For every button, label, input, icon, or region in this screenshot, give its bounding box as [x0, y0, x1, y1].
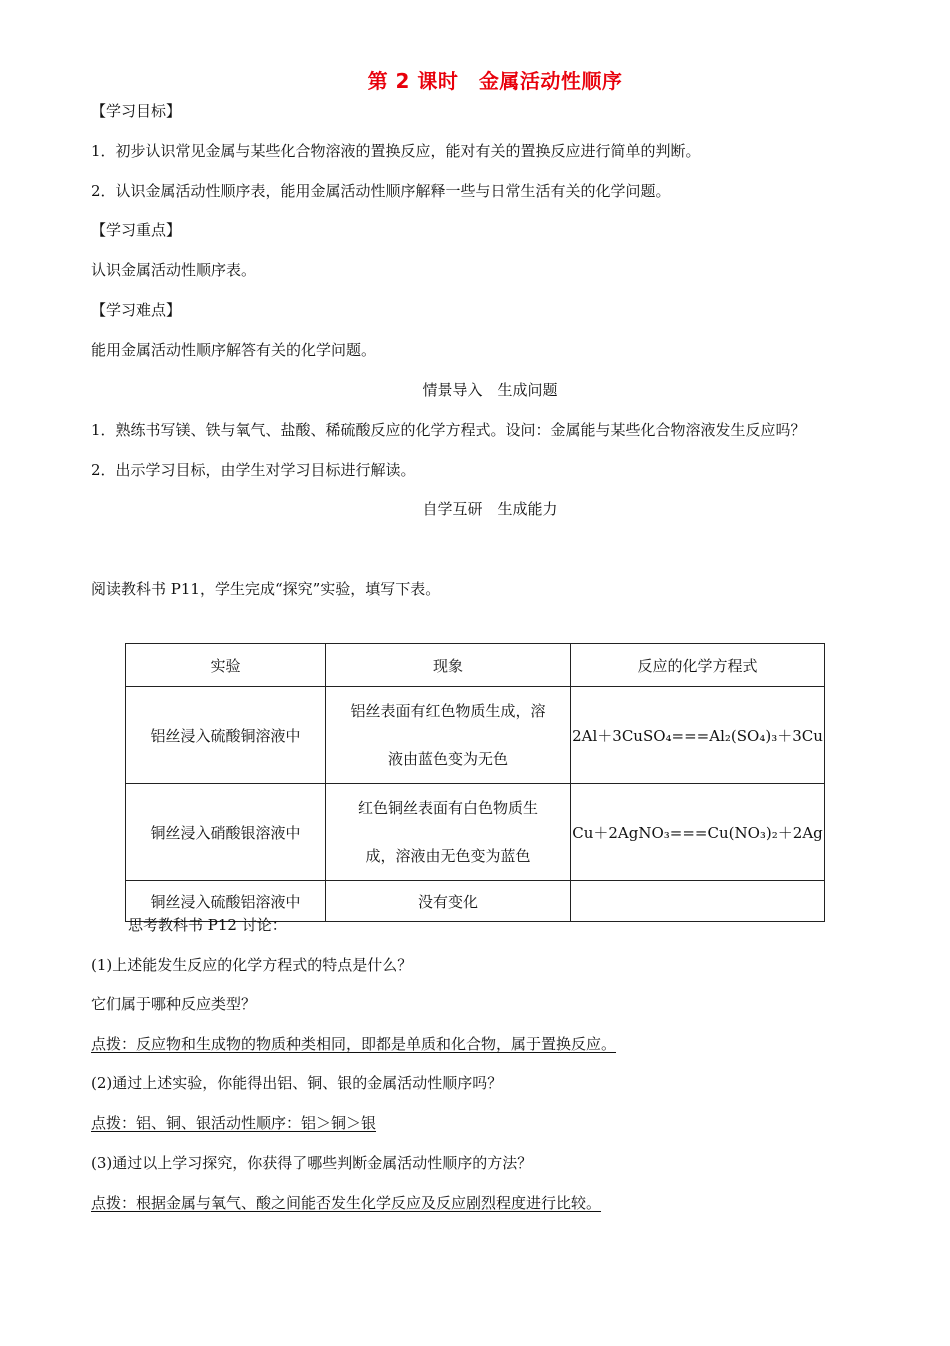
- section-heading-intro: 情景导入 生成问题: [422, 381, 558, 399]
- experiment-cell: 铜丝浸入硝酸银溶液中: [126, 784, 326, 881]
- question-1-line-1: (1)上述能发生反应的化学方程式的特点是什么？: [91, 956, 413, 974]
- goal-item-2: 2．认识金属活动性顺序表，能用金属活动性顺序解释一些与日常生活有关的化学问题。: [91, 182, 671, 200]
- key-point-text: 认识金属活动性顺序表。: [91, 261, 257, 279]
- equation-cell: 2Al＋3CuSO₄===Al₂(SO₄)₃＋3Cu: [571, 687, 825, 784]
- phenomenon-cell: [326, 687, 571, 784]
- experiment-table: [125, 643, 825, 922]
- phenomenon-line: 液由蓝色变为无色: [387, 750, 508, 768]
- difficulty-text: 能用金属活动性顺序解答有关的化学问题。: [91, 341, 377, 359]
- intro-item-1: 1．熟练书写镁、铁与氧气、盐酸、稀硫酸反应的化学方程式。设问：金属能与某些化合物溶液发生反应吗？: [91, 421, 806, 439]
- phenomenon-line: 铝丝表面有红色物质生成，溶: [350, 702, 546, 720]
- intro-item-2: 2．出示学习目标，由学生对学习目标进行解读。: [91, 461, 416, 479]
- equation-cell: [571, 881, 825, 922]
- key-point-heading: 【学习重点】: [91, 221, 182, 239]
- question-2: (2)通过上述实验，你能得出铝、铜、银的金属活动性顺序吗？: [91, 1074, 503, 1092]
- phenomenon-cell: [326, 784, 571, 881]
- experiment-cell: 铜丝浸入硫酸铝溶液中: [126, 881, 326, 922]
- question-3: (3)通过以上学习探究，你获得了哪些判断金属活动性顺序的方法？: [91, 1154, 533, 1172]
- tip-2: 点拨：铝、铜、银活动性顺序：铝＞铜＞银: [91, 1114, 377, 1132]
- table-header-row: [126, 644, 825, 687]
- tip-1: 点拨：反应物和生成物的物质种类相同，即都是单质和化合物，属于置换反应。: [91, 1035, 617, 1053]
- equation-cell: Cu＋2AgNO₃===Cu(NO₃)₂＋2Ag: [571, 784, 825, 881]
- phenomenon-line: 红色铜丝表面有白色物质生: [357, 799, 538, 817]
- table-row: [126, 784, 825, 881]
- question-1-line-2: 它们属于哪种反应类型？: [91, 995, 257, 1013]
- goals-heading: 【学习目标】: [91, 102, 182, 120]
- table-row: [126, 687, 825, 784]
- header-experiment: 实验: [126, 644, 326, 687]
- reading-instruction: 阅读教科书 P11，学生完成“探究”实验，填写下表。: [91, 580, 441, 598]
- difficulty-heading: 【学习难点】: [91, 301, 182, 319]
- section-heading-self-study: 自学互研 生成能力: [422, 500, 558, 518]
- header-phenomenon: 现象: [326, 644, 571, 687]
- experiment-cell: 铝丝浸入硫酸铜溶液中: [126, 687, 326, 784]
- phenomenon-line: 成，溶液由无色变为蓝色: [365, 847, 531, 865]
- header-equation: 反应的化学方程式: [571, 644, 825, 687]
- discussion-intro: 思考教科书 P12 讨论：: [128, 916, 287, 934]
- lesson-title: 第 2 课时 金属活动性顺序: [367, 69, 623, 93]
- tip-3: 点拨：根据金属与氧气、酸之间能否发生化学反应及反应剧烈程度进行比较。: [91, 1194, 602, 1212]
- phenomenon-cell: 没有变化: [326, 881, 571, 922]
- goal-item-1: 1．初步认识常见金属与某些化合物溶液的置换反应，能对有关的置换反应进行简单的判断。: [91, 142, 701, 160]
